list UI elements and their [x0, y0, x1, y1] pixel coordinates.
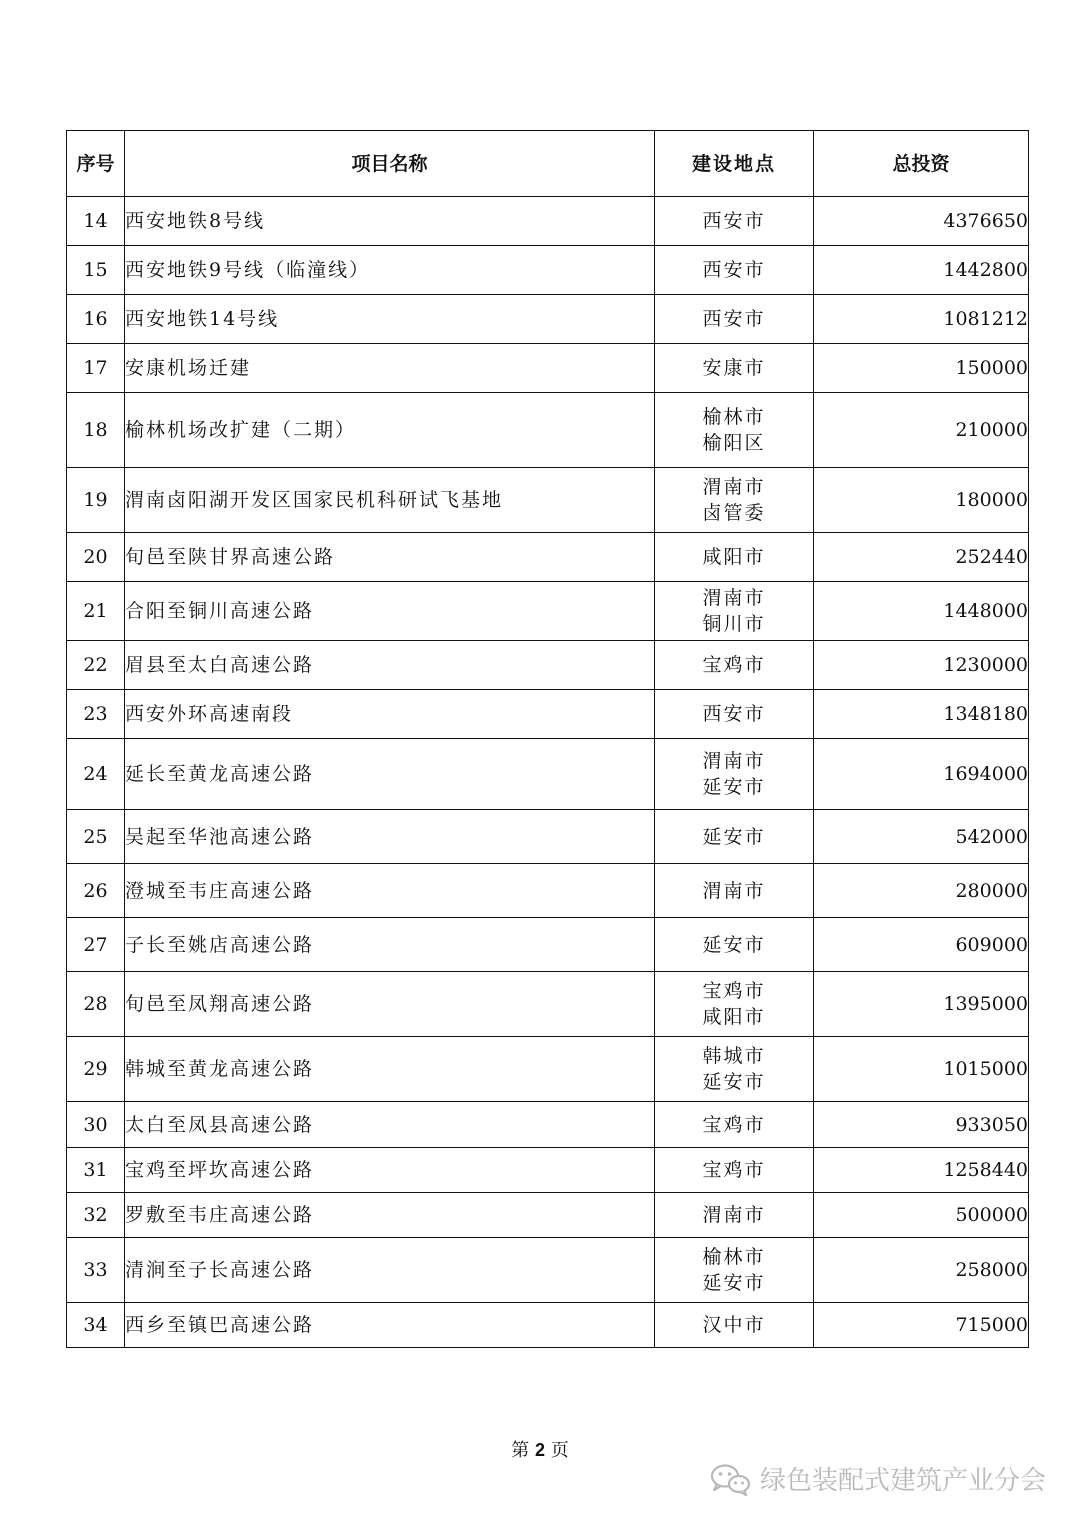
cell-project-name: 旬邑至陕甘界高速公路: [125, 533, 655, 582]
location-line: 安康市: [702, 357, 766, 379]
cell-no: 22: [67, 641, 125, 690]
table-row: [67, 1148, 1029, 1193]
header-name: 项目名称: [125, 131, 655, 197]
location-line: 西安市: [702, 308, 766, 330]
location-line: 渭南市: [702, 1204, 766, 1226]
cell-investment: 210000: [814, 393, 1029, 468]
location-line: 西安市: [702, 259, 766, 281]
cell-location: [655, 1193, 814, 1238]
table-row: [67, 582, 1029, 641]
cell-investment: 258000: [814, 1238, 1029, 1303]
cell-project-name: 安康机场迁建: [125, 344, 655, 393]
cell-investment: 542000: [814, 810, 1029, 864]
cell-location: [655, 810, 814, 864]
cell-project-name: 太白至凤县高速公路: [125, 1102, 655, 1148]
location-line: 汉中市: [702, 1314, 766, 1336]
location-line: 延安市: [702, 933, 766, 956]
cell-project-name: 西安地铁14号线: [125, 295, 655, 344]
location-line: 铜川市: [702, 613, 766, 635]
location-line: 咸阳市: [702, 546, 766, 568]
cell-location: [655, 1303, 814, 1348]
cell-no: 21: [67, 582, 125, 641]
cell-project-name: 吴起至华池高速公路: [125, 810, 655, 864]
cell-location: [655, 246, 814, 295]
page-prefix: 第: [511, 1440, 530, 1461]
header-no: 序号: [67, 131, 125, 197]
cell-investment: 715000: [814, 1303, 1029, 1348]
cell-project-name: 韩城至黄龙高速公路: [125, 1037, 655, 1102]
table-row: [67, 739, 1029, 810]
cell-no: 14: [67, 197, 125, 246]
cell-investment: 609000: [814, 918, 1029, 972]
cell-location: [655, 295, 814, 344]
cell-no: 33: [67, 1238, 125, 1303]
cell-location: [655, 864, 814, 918]
cell-no: 26: [67, 864, 125, 918]
location-line: 渭南市: [702, 750, 766, 772]
cell-location: [655, 739, 814, 810]
cell-investment: 1442800: [814, 246, 1029, 295]
cell-no: 20: [67, 533, 125, 582]
cell-investment: 1348180: [814, 690, 1029, 739]
cell-location: [655, 393, 814, 468]
table-row: [67, 295, 1029, 344]
cell-project-name: 子长至姚店高速公路: [125, 918, 655, 972]
cell-location: [655, 468, 814, 533]
table-row: [67, 864, 1029, 918]
location-line: 延安市: [702, 1071, 766, 1093]
location-line: 榆阳区: [702, 432, 766, 454]
location-line: 渭南市: [702, 587, 766, 609]
cell-project-name: 合阳至铜川高速公路: [125, 582, 655, 641]
location-line: 韩城市: [702, 1045, 766, 1067]
cell-location: [655, 972, 814, 1037]
cell-no: 17: [67, 344, 125, 393]
cell-project-name: 西安地铁9号线（临潼线）: [125, 246, 655, 295]
header-location: 建设地点: [655, 131, 814, 197]
watermark: [708, 1460, 1046, 1497]
cell-investment: 1395000: [814, 972, 1029, 1037]
cell-no: 16: [67, 295, 125, 344]
cell-project-name: 榆林机场改扩建（二期）: [125, 393, 655, 468]
cell-investment: 933050: [814, 1102, 1029, 1148]
cell-location: [655, 918, 814, 972]
cell-location: [655, 690, 814, 739]
location-line: 卤管委: [702, 502, 766, 524]
cell-no: 25: [67, 810, 125, 864]
cell-investment: 1081212: [814, 295, 1029, 344]
cell-location: [655, 1238, 814, 1303]
location-line: 渭南市: [702, 879, 766, 902]
cell-project-name: 西安外环高速南段: [125, 690, 655, 739]
cell-no: 27: [67, 918, 125, 972]
cell-investment: 1694000: [814, 739, 1029, 810]
page-number: [0, 1436, 1080, 1462]
cell-no: 30: [67, 1102, 125, 1148]
table-header-row: [67, 131, 1029, 197]
cell-project-name: 西乡至镇巴高速公路: [125, 1303, 655, 1348]
location-line: 西安市: [702, 210, 766, 232]
location-line: 延安市: [702, 1272, 766, 1294]
cell-investment: 280000: [814, 864, 1029, 918]
watermark-text: 绿色装配式建筑产业分会: [759, 1466, 1046, 1496]
wechat-icon: [708, 1461, 752, 1497]
location-line: 宝鸡市: [702, 980, 766, 1002]
location-line: 榆林市: [702, 1246, 766, 1268]
cell-project-name: 宝鸡至坪坎高速公路: [125, 1148, 655, 1193]
cell-no: 19: [67, 468, 125, 533]
cell-project-name: 渭南卤阳湖开发区国家民机科研试飞基地: [125, 468, 655, 533]
table-row: [67, 1102, 1029, 1148]
cell-no: 28: [67, 972, 125, 1037]
page-suffix: 页: [550, 1440, 569, 1461]
cell-project-name: 旬邑至凤翔高速公路: [125, 972, 655, 1037]
table-row: [67, 918, 1029, 972]
cell-investment: 1448000: [814, 582, 1029, 641]
table-row: [67, 468, 1029, 533]
cell-project-name: 清涧至子长高速公路: [125, 1238, 655, 1303]
project-table: [66, 130, 1029, 1348]
header-investment: 总投资: [814, 131, 1029, 197]
cell-investment: 252440: [814, 533, 1029, 582]
location-line: 宝鸡市: [702, 1113, 766, 1136]
cell-no: 32: [67, 1193, 125, 1238]
cell-project-name: 眉县至太白高速公路: [125, 641, 655, 690]
cell-location: [655, 1037, 814, 1102]
cell-location: [655, 1102, 814, 1148]
cell-project-name: 澄城至韦庄高速公路: [125, 864, 655, 918]
cell-location: [655, 197, 814, 246]
cell-no: 31: [67, 1148, 125, 1193]
location-line: 榆林市: [702, 406, 766, 428]
cell-investment: 180000: [814, 468, 1029, 533]
table-row: [67, 533, 1029, 582]
cell-location: [655, 344, 814, 393]
location-line: 延安市: [702, 776, 766, 798]
table-row: [67, 1037, 1029, 1102]
location-line: 渭南市: [702, 476, 766, 498]
page-number-value: 2: [534, 1440, 545, 1460]
table-row: [67, 246, 1029, 295]
cell-no: 15: [67, 246, 125, 295]
cell-project-name: 罗敷至韦庄高速公路: [125, 1193, 655, 1238]
cell-investment: 1258440: [814, 1148, 1029, 1193]
location-line: 西安市: [702, 703, 766, 725]
cell-no: 18: [67, 393, 125, 468]
table-row: [67, 641, 1029, 690]
table-row: [67, 344, 1029, 393]
table-row: [67, 1193, 1029, 1238]
cell-project-name: 延长至黄龙高速公路: [125, 739, 655, 810]
table-row: [67, 1303, 1029, 1348]
cell-location: [655, 533, 814, 582]
cell-investment: 150000: [814, 344, 1029, 393]
cell-no: 29: [67, 1037, 125, 1102]
cell-investment: 4376650: [814, 197, 1029, 246]
table-row: [67, 1238, 1029, 1303]
location-line: 宝鸡市: [702, 1159, 766, 1181]
table-row: [67, 972, 1029, 1037]
cell-no: 34: [67, 1303, 125, 1348]
cell-investment: 1015000: [814, 1037, 1029, 1102]
cell-location: [655, 1148, 814, 1193]
location-line: 延安市: [702, 825, 766, 848]
cell-no: 23: [67, 690, 125, 739]
cell-no: 24: [67, 739, 125, 810]
cell-location: [655, 641, 814, 690]
cell-project-name: 西安地铁8号线: [125, 197, 655, 246]
cell-investment: 500000: [814, 1193, 1029, 1238]
location-line: 宝鸡市: [702, 654, 766, 676]
cell-location: [655, 582, 814, 641]
cell-investment: 1230000: [814, 641, 1029, 690]
table-body: [67, 197, 1029, 1348]
table-row: [67, 810, 1029, 864]
table-row: [67, 393, 1029, 468]
location-line: 咸阳市: [702, 1006, 766, 1028]
table-row: [67, 197, 1029, 246]
table-row: [67, 690, 1029, 739]
